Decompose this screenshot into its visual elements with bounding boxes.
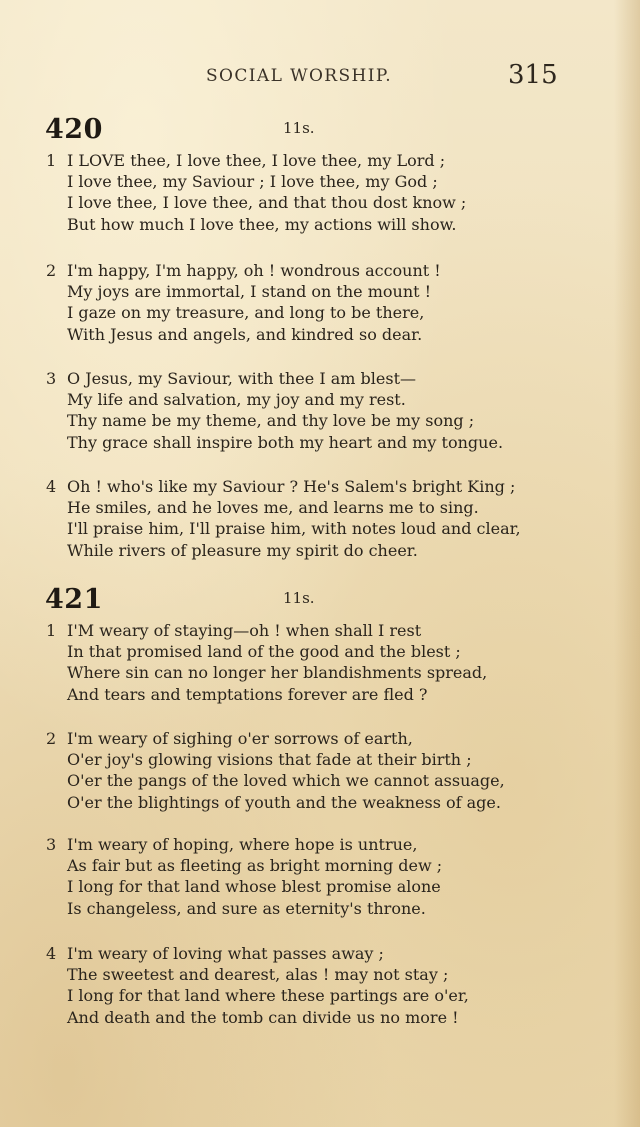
verse-line: I'll praise him, I'll praise him, with notes loud and clear, [67,519,521,539]
verse-line: O'er the pangs of the loved which we cannot assuage, [67,771,505,791]
hymn-number: 420 [45,114,103,145]
stanza-lines [67,150,623,235]
verse-line: But how much I love thee, my actions will show. [67,214,457,234]
stanza-lines [67,260,623,345]
running-head: SOCIAL WORSHIP. [206,66,393,86]
verse-line: I'm weary of hoping, where hope is untrue, [67,835,418,854]
verse-line: O'er the blightings of youth and the weakness of age. [67,792,501,812]
stanza-lines [67,728,623,813]
verse-line: And death and the tomb can divide us no more ! [67,1007,459,1027]
verse-line: While rivers of pleasure my spirit do cheer. [67,540,418,560]
verse-line: O'er joy's glowing visions that fade at their birth ; [67,750,472,770]
verse-line: With Jesus and angels, and kindred so dear. [67,324,423,344]
stanza-number: 1 [46,621,57,640]
verse-line: I long for that land whose blest promise alone [67,877,441,897]
verse-line: Where sin can no longer her blandishments spread, [67,663,488,683]
verse-line: I long for that land where these partings are o'er, [67,986,469,1006]
stanza-lines [67,834,623,919]
stanza-number: 2 [46,729,57,748]
verse-line: Oh ! who's like my Saviour ? He's Salem's bright King ; [67,477,516,496]
verse-line: He smiles, and he loves me, and learns me to sing. [67,498,479,518]
stanza-number: 3 [46,835,57,854]
verse-line: And tears and temptations forever are fled ? [67,684,428,704]
verse-line: As fair but as fleeting as bright morning dew ; [67,856,443,876]
verse-line: Is changeless, and sure as eternity's throne. [67,898,426,918]
stanza-number: 3 [46,369,57,388]
stanza-number: 4 [46,477,57,496]
stanza-lines [67,620,623,705]
stanza-number: 4 [46,944,57,963]
stanza-lines [67,368,623,453]
hymn-meter: 11s. [283,589,315,607]
verse-line: I'm happy, I'm happy, oh ! wondrous account ! [67,261,441,280]
verse-line: I'm weary of loving what passes away ; [67,944,384,963]
verse-line: I gaze on my treasure, and long to be there, [67,303,425,323]
verse-line: I'm weary of sighing o'er sorrows of earth, [67,729,413,748]
stanza-lines [67,943,623,1028]
verse-line: I love thee, my Saviour ; I love thee, my God ; [67,172,438,192]
hymn-meter: 11s. [283,119,315,137]
verse-line: The sweetest and dearest, alas ! may not stay ; [67,965,449,985]
verse-line: I love thee, I love thee, and that thou dost know ; [67,193,467,213]
hymn-number: 421 [45,584,103,615]
stanza-lines [67,476,623,561]
page-number: 315 [508,60,558,90]
verse-line: I'M weary of staying—oh ! when shall I rest [67,621,422,640]
verse-line: O Jesus, my Saviour, with thee I am blest— [67,369,416,388]
stanza-number: 2 [46,261,57,280]
verse-line: Thy name be my theme, and thy love be my song ; [67,411,475,431]
verse-line: My life and salvation, my joy and my rest. [67,390,406,410]
verse-line: Thy grace shall inspire both my heart and my tongue. [67,432,504,452]
verse-line: My joys are immortal, I stand on the mount ! [67,282,432,302]
verse-line: In that promised land of the good and the blest ; [67,642,461,662]
stanza-number: 1 [46,151,57,170]
verse-line: I LOVE thee, I love thee, I love thee, my Lord ; [67,151,446,170]
